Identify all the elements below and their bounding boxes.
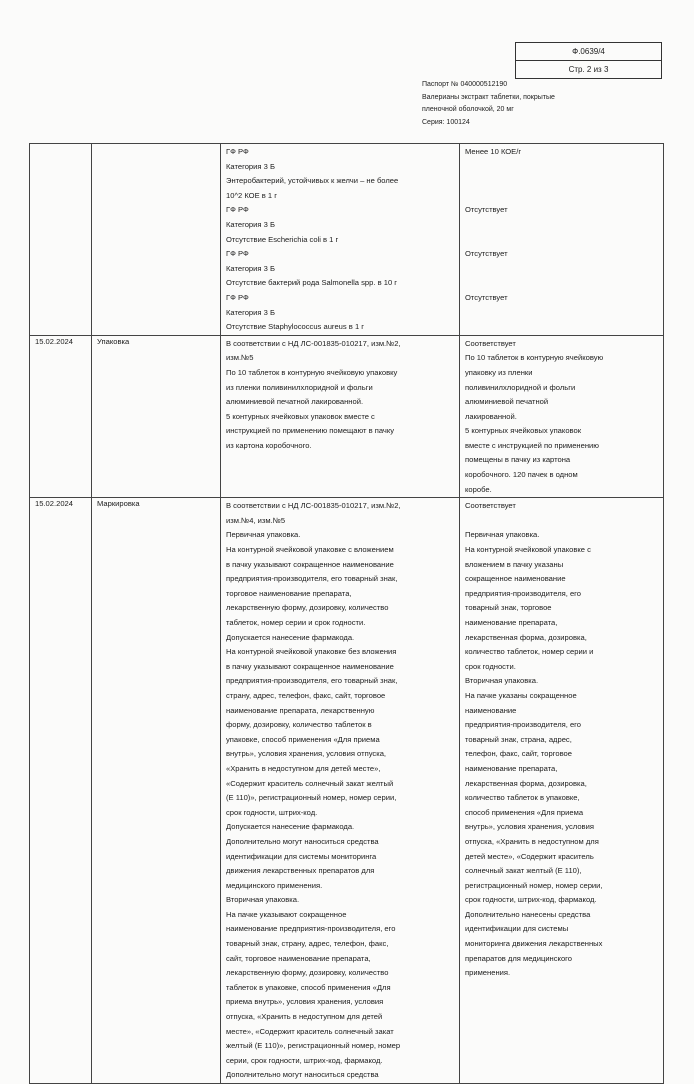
text-line bbox=[465, 160, 660, 175]
text-line: месте», «Содержит краситель солнечный закат bbox=[226, 1026, 394, 1036]
test-date: 15.02.2024 bbox=[30, 498, 92, 1084]
text-line: лекарственная форма, дозировка, bbox=[465, 632, 587, 642]
text-line: ГФ РФ bbox=[226, 147, 249, 156]
passport-header bbox=[422, 79, 622, 129]
text-line: вложением в пачку указаны bbox=[465, 559, 564, 569]
text-line: серии, срок годности, штрих-код, фармакод. bbox=[226, 1055, 383, 1065]
text-line bbox=[465, 189, 660, 204]
text-line: коробочного. 120 пачек в одном bbox=[465, 470, 578, 480]
requirement-cell bbox=[221, 144, 460, 336]
text-line: «Содержит краситель солнечный закат желтый bbox=[226, 778, 394, 788]
text-line: движения лекарственных препаратов для bbox=[226, 866, 375, 876]
batch-series: Серия: 100124 bbox=[422, 118, 470, 126]
text-line: инструкцией по применению помещают в пачку bbox=[226, 426, 395, 436]
quality-table bbox=[29, 143, 664, 1084]
text-line: Отсутствует bbox=[465, 249, 508, 259]
text-line: из картона коробочного. bbox=[226, 440, 312, 450]
test-name: Упаковка bbox=[92, 335, 221, 498]
text-line: На контурной ячейковой упаковке с вложением bbox=[226, 545, 394, 555]
text-line: Дополнительно могут наноситься средства bbox=[226, 1070, 379, 1080]
text-line: 5 контурных ячейковых упаковок вместе с bbox=[226, 411, 375, 421]
text-line: упаковке, способ применения «Для приема bbox=[226, 734, 380, 744]
text-line: отпуска, «Хранить в недоступном для bbox=[465, 836, 599, 846]
text-line: товарный знак, страну, адрес, телефон, факс, bbox=[226, 939, 389, 949]
text-line: Отсутствует bbox=[465, 292, 508, 302]
text-line: Вторичная упаковка. bbox=[226, 895, 300, 905]
table-row bbox=[30, 498, 664, 1084]
text-line: страну, адрес, телефон, факс, сайт, торговое bbox=[226, 690, 386, 700]
text-line: срок годности, штрих-код, фармакод. bbox=[465, 895, 597, 905]
text-line: По 10 таблеток в контурную ячейковую bbox=[465, 353, 604, 363]
text-line: ГФ РФ bbox=[226, 249, 249, 259]
text-line: наименование препарата, bbox=[465, 763, 558, 773]
text-line bbox=[465, 233, 660, 248]
product-name-line2: пленочной оболочкой, 20 мг bbox=[422, 106, 514, 113]
text-line: Отсутствие бактерий рода Salmonella spp. в 10 г bbox=[226, 278, 398, 288]
text-line: упаковку из пленки bbox=[465, 367, 533, 377]
text-line: внутрь», условия хранения, условия отпуска, bbox=[226, 749, 387, 759]
text-line: препаратов для медицинского bbox=[465, 953, 573, 963]
text-line: Категория 3 Б bbox=[226, 161, 275, 171]
text-line: Отсутствие Staphylococcus aureus в 1 г bbox=[226, 322, 365, 332]
form-number-box bbox=[515, 42, 662, 79]
text-line: наименование предприятия-производителя, его bbox=[226, 924, 396, 934]
text-line: Категория 3 Б bbox=[226, 307, 275, 317]
text-line bbox=[465, 174, 660, 189]
table-row bbox=[30, 335, 664, 498]
text-line: медицинского применения. bbox=[226, 880, 323, 890]
test-name: Маркировка bbox=[92, 498, 221, 1084]
text-line: изм.№5 bbox=[226, 353, 254, 363]
text-line: коробе. bbox=[465, 484, 492, 494]
text-line: количество таблеток, номер серии и bbox=[465, 647, 594, 657]
result-cell bbox=[460, 144, 664, 336]
text-line bbox=[465, 262, 660, 277]
text-line: отпуска, «Хранить в недоступном для детей bbox=[226, 1012, 383, 1022]
text-line: Дополнительно нанесены средства bbox=[465, 909, 591, 919]
text-line: изм.№4, изм.№5 bbox=[226, 515, 286, 525]
text-line: форму, дозировку, количество таблеток в bbox=[226, 720, 372, 730]
text-line: вместе с инструкцией по применению bbox=[465, 440, 599, 450]
text-line bbox=[465, 218, 660, 233]
text-line: На контурной ячейковой упаковке без вложения bbox=[226, 647, 397, 657]
text-line: На пачке указывают сокращенное bbox=[226, 909, 347, 919]
text-line: наименование bbox=[465, 705, 517, 715]
text-line: помещены в пачку из картона bbox=[465, 455, 571, 465]
requirement-cell bbox=[221, 335, 460, 498]
test-name bbox=[92, 144, 221, 336]
text-line: На контурной ячейковой упаковке с bbox=[465, 545, 591, 555]
text-line: товарный знак, страна, адрес, bbox=[465, 734, 572, 744]
text-line: детей месте», «Содержит краситель bbox=[465, 851, 594, 861]
text-line: Отсутствует bbox=[465, 205, 508, 215]
text-line: Отсутствие Escherichia coli в 1 г bbox=[226, 234, 339, 244]
text-line: ГФ РФ bbox=[226, 292, 249, 302]
text-line: товарный знак, торговое bbox=[465, 603, 552, 613]
text-line: «Хранить в недоступном для детей месте», bbox=[226, 763, 381, 773]
text-line: срок годности. bbox=[465, 661, 516, 671]
text-line: поливинилхлоридной и фольги bbox=[465, 382, 576, 392]
text-line: регистрационный номер, номер серии, bbox=[465, 880, 603, 890]
text-line: Вторичная упаковка. bbox=[465, 676, 539, 686]
test-date bbox=[30, 144, 92, 336]
text-line: сокращенное наименование bbox=[465, 574, 566, 584]
text-line: лакированной. bbox=[465, 411, 517, 421]
text-line: сайт, торговое наименование препарата, bbox=[226, 953, 371, 963]
text-line: На пачке указаны сокращенное bbox=[465, 690, 577, 700]
text-line: мониторинга движения лекарственных bbox=[465, 939, 603, 949]
text-line: алюминиевой печатной bbox=[465, 397, 549, 407]
text-line: По 10 таблеток в контурную ячейковую упаковку bbox=[226, 367, 398, 377]
text-line: 10^2 КОЕ в 1 г bbox=[226, 190, 278, 200]
text-line: в пачку указывают сокращенное наименование bbox=[226, 661, 394, 671]
text-line: наименование препарата, лекарственную bbox=[226, 705, 375, 715]
text-line: Соответствует bbox=[465, 338, 516, 348]
text-line: Менее 10 КОЕ/г bbox=[465, 147, 522, 156]
text-line: предприятия-производителя, его bbox=[465, 720, 582, 730]
text-line: идентификации для системы мониторинга bbox=[226, 851, 377, 861]
text-line: Соответствует bbox=[465, 501, 516, 511]
text-line: солнечный закат желтый (Е 110), bbox=[465, 866, 582, 876]
text-line: в пачку указывают сокращенное наименование bbox=[226, 559, 394, 569]
text-line: приема внутрь», условия хранения, условия bbox=[226, 997, 384, 1007]
table-row bbox=[30, 144, 664, 336]
passport-number: Паспорт № 040000512190 bbox=[422, 81, 508, 88]
text-line: лекарственную форму, дозировку, количество bbox=[226, 603, 389, 613]
text-line: Энтеробактерий, устойчивых к желчи – не более bbox=[226, 176, 399, 186]
page-indicator: Стр. 2 из 3 bbox=[516, 60, 661, 78]
text-line: Категория 3 Б bbox=[226, 219, 275, 229]
text-line: из пленки поливинилхлоридной и фольги bbox=[226, 382, 373, 392]
text-line: ГФ РФ bbox=[226, 205, 249, 215]
result-cell bbox=[460, 498, 664, 1084]
text-line: лекарственная форма, дозировка, bbox=[465, 778, 587, 788]
text-line: наименование препарата, bbox=[465, 618, 558, 627]
text-line: Первичная упаковка. bbox=[226, 530, 301, 540]
text-line: Допускается нанесение фармакода. bbox=[226, 632, 355, 642]
text-line: В соответствии с НД ЛС-001835-010217, изм.№2, bbox=[226, 338, 401, 348]
text-line: телефон, факс, сайт, торговое bbox=[465, 749, 572, 759]
text-line: торговое наименование препарата, bbox=[226, 588, 352, 598]
text-line: предприятия-производителя, его bbox=[465, 588, 582, 598]
text-line: желтый (Е 110)», регистрационный номер, номер bbox=[226, 1041, 401, 1051]
text-line: Дополнительно могут наноситься средства bbox=[226, 836, 379, 846]
text-line: идентификации для системы bbox=[465, 924, 569, 934]
text-line: срок годности, штрих-код. bbox=[226, 807, 318, 817]
text-line: Допускается нанесение фармакода. bbox=[226, 822, 355, 832]
text-line: предприятия-производителя, его товарный знак, bbox=[226, 676, 398, 686]
product-name-line1: Валерианы экстракт таблетки, покрытые bbox=[422, 93, 555, 101]
result-cell bbox=[460, 335, 664, 498]
text-line bbox=[465, 514, 660, 529]
text-line: алюминиевой печатной лакированной. bbox=[226, 397, 364, 407]
text-line: способ применения «Для приема bbox=[465, 807, 584, 817]
text-line: Категория 3 Б bbox=[226, 263, 275, 273]
text-line: лекарственную форму, дозировку, количество bbox=[226, 968, 389, 978]
text-line: Первичная упаковка. bbox=[465, 530, 540, 540]
text-line bbox=[465, 276, 660, 291]
form-code: Ф.0639/4 bbox=[572, 47, 605, 56]
text-line: предприятия-производителя, его товарный знак, bbox=[226, 574, 398, 584]
text-line: количество таблеток в упаковке, bbox=[465, 793, 580, 803]
text-line: применения. bbox=[465, 968, 511, 978]
text-line: таблеток в упаковке, способ применения «Для bbox=[226, 982, 391, 992]
text-line: (Е 110)», регистрационный номер, номер серии, bbox=[226, 793, 397, 803]
text-line: таблеток, номер серии и срок годности. bbox=[226, 618, 366, 627]
text-line: внутрь», условия хранения, условия bbox=[465, 822, 594, 832]
test-date: 15.02.2024 bbox=[30, 335, 92, 498]
text-line: В соответствии с НД ЛС-001835-010217, изм.№2, bbox=[226, 501, 401, 511]
requirement-cell bbox=[221, 498, 460, 1084]
text-line: 5 контурных ячейковых упаковок bbox=[465, 426, 582, 436]
